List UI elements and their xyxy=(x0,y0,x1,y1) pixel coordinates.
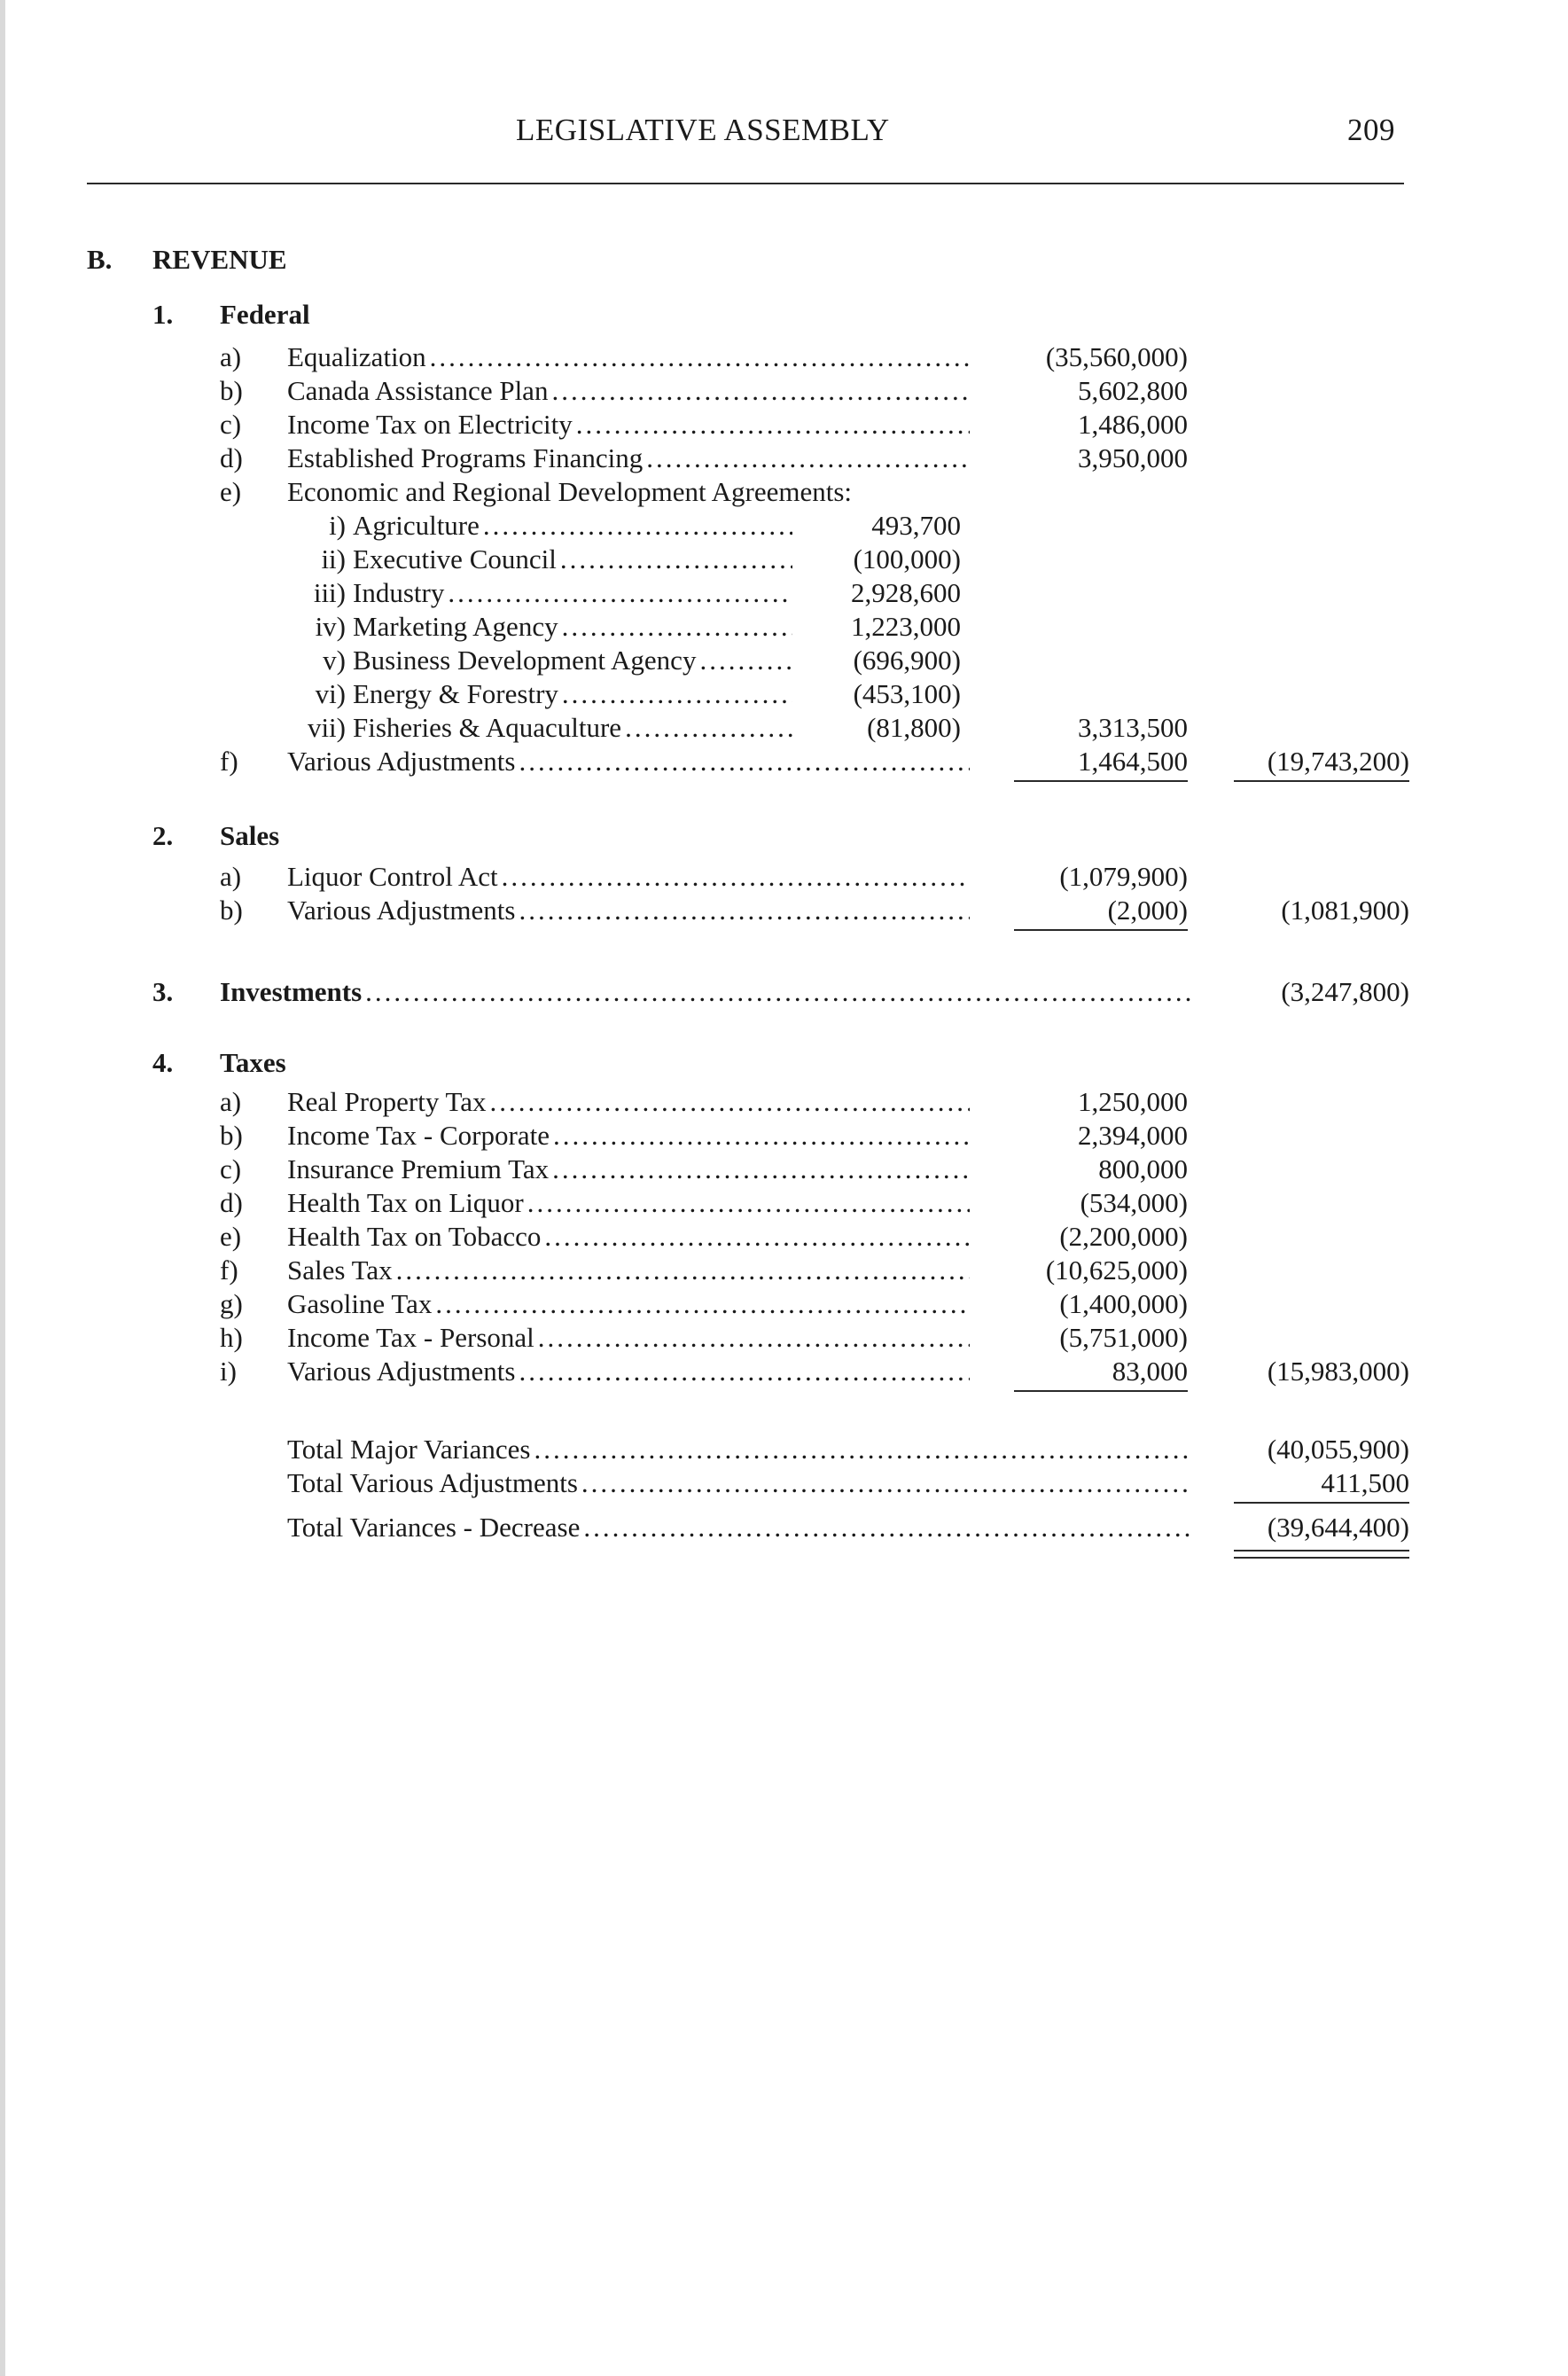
sales-total: (1,081,900) xyxy=(1281,895,1409,926)
subitem-label: Fisheries & Aquaculture ..... xyxy=(353,711,792,745)
subitem-amount: 493,700 xyxy=(871,510,961,541)
total-decrease-amount: (39,644,400) xyxy=(1267,1512,1409,1543)
item-label: Income Tax on Electricity ..... xyxy=(287,408,970,442)
item-amount: (1,079,900) xyxy=(1059,861,1188,892)
subitem-roman: vi) xyxy=(315,678,346,709)
subtotal-rule xyxy=(1014,780,1188,782)
item-letter: b) xyxy=(220,375,243,406)
subitem-roman: iii) xyxy=(313,577,346,608)
item-label: Gasoline Tax ..... xyxy=(287,1287,970,1321)
subitem-label: Business Development Agency ..... xyxy=(353,644,792,677)
item-label: Various Adjustments ..... xyxy=(287,894,970,927)
header-rule xyxy=(87,183,1404,184)
item-letter: b) xyxy=(220,1120,243,1151)
subitem-roman: i) xyxy=(329,510,346,541)
subtotal-rule xyxy=(1014,929,1188,931)
item-label: Insurance Premium Tax ..... xyxy=(287,1153,970,1186)
subitem-amount: (100,000) xyxy=(853,543,961,574)
item-label: Health Tax on Liquor ..... xyxy=(287,1186,970,1220)
item-label: Liquor Control Act ..... xyxy=(287,860,970,894)
subitem-label: Energy & Forestry ..... xyxy=(353,677,792,711)
subitem-roman: ii) xyxy=(321,543,346,574)
investments-total: (3,247,800) xyxy=(1281,976,1409,1007)
erda-total: 3,313,500 xyxy=(1078,712,1188,743)
total-major-label: Total Major Variances ..... xyxy=(287,1433,1191,1466)
item-label: Established Programs Financing ..... xyxy=(287,442,970,475)
double-rule-top xyxy=(1234,1550,1409,1551)
item-amount: 3,950,000 xyxy=(1078,442,1188,473)
item-letter: f) xyxy=(220,1254,238,1286)
item-amount: 1,464,500 xyxy=(1078,746,1188,777)
item-label: Income Tax - Corporate ..... xyxy=(287,1119,970,1153)
subitem-amount: (696,900) xyxy=(853,645,961,676)
taxes-total: (15,983,000) xyxy=(1267,1356,1409,1387)
section-title: REVENUE xyxy=(152,244,287,275)
subitem-roman: vii) xyxy=(307,712,346,743)
item-amount: 83,000 xyxy=(1112,1356,1188,1387)
item-amount: 800,000 xyxy=(1098,1153,1188,1184)
total-various-amount: 411,500 xyxy=(1321,1467,1409,1498)
sales-heading: Sales xyxy=(220,820,280,851)
item-amount: (534,000) xyxy=(1080,1187,1188,1218)
item-letter: i) xyxy=(220,1356,237,1387)
item-amount: (2,200,000) xyxy=(1059,1221,1188,1252)
subitem-label: Marketing Agency ..... xyxy=(353,610,792,644)
federal-number: 1. xyxy=(152,299,174,330)
item-letter: d) xyxy=(220,442,243,473)
item-amount: 1,486,000 xyxy=(1078,409,1188,440)
subitem-roman: v) xyxy=(323,645,346,676)
page-number: 209 xyxy=(1347,113,1395,147)
taxes-number: 4. xyxy=(152,1047,174,1078)
item-amount: (1,400,000) xyxy=(1059,1288,1188,1319)
item-letter: f) xyxy=(220,746,238,777)
sales-number: 2. xyxy=(152,820,174,851)
item-label: Real Property Tax ..... xyxy=(287,1085,970,1119)
item-letter: a) xyxy=(220,341,242,372)
double-rule-bottom xyxy=(1234,1557,1409,1559)
item-label: Canada Assistance Plan ..... xyxy=(287,374,970,408)
item-label: Various Adjustments ..... xyxy=(287,1355,970,1388)
item-label: Equalization ..... xyxy=(287,340,970,374)
taxes-heading: Taxes xyxy=(220,1047,286,1078)
item-amount: 5,602,800 xyxy=(1078,375,1188,406)
item-amount: 2,394,000 xyxy=(1078,1120,1188,1151)
item-label: Income Tax - Personal ..... xyxy=(287,1321,970,1355)
item-letter: g) xyxy=(220,1288,243,1319)
subitem-amount: 2,928,600 xyxy=(851,577,961,608)
subitem-roman: iv) xyxy=(315,611,346,642)
item-amount: (10,625,000) xyxy=(1045,1254,1188,1286)
item-letter: a) xyxy=(220,1086,242,1117)
investments-heading: Investments ..... xyxy=(220,975,1195,1009)
erda-heading: Economic and Regional Development Agreements: xyxy=(287,476,853,507)
item-letter: e) xyxy=(220,1221,242,1252)
item-letter: h) xyxy=(220,1322,243,1353)
investments-number: 3. xyxy=(152,976,174,1007)
item-amount: (5,751,000) xyxy=(1059,1322,1188,1353)
item-letter: c) xyxy=(220,409,242,440)
total-major-amount: (40,055,900) xyxy=(1267,1434,1409,1465)
total-various-label: Total Various Adjustments ..... xyxy=(287,1466,1191,1500)
item-letter: c) xyxy=(220,1153,242,1184)
subitem-label: Executive Council ..... xyxy=(353,543,792,576)
subitem-label: Agriculture ..... xyxy=(353,509,792,543)
item-letter: a) xyxy=(220,861,242,892)
total-rule xyxy=(1234,780,1409,782)
item-label: Various Adjustments ..... xyxy=(287,745,970,778)
total-rule xyxy=(1234,1502,1409,1504)
section-letter: B. xyxy=(87,244,113,275)
item-amount: (35,560,000) xyxy=(1045,341,1188,372)
subitem-amount: 1,223,000 xyxy=(851,611,961,642)
item-label: Health Tax on Tobacco ..... xyxy=(287,1220,970,1254)
page-edge-shadow xyxy=(0,0,5,2376)
item-letter: e) xyxy=(220,476,242,507)
item-amount: 1,250,000 xyxy=(1078,1086,1188,1117)
page-title: LEGISLATIVE ASSEMBLY xyxy=(516,113,890,147)
subitem-amount: (81,800) xyxy=(867,712,961,743)
item-letter: d) xyxy=(220,1187,243,1218)
federal-heading: Federal xyxy=(220,299,310,330)
subitem-label: Industry ..... xyxy=(353,576,792,610)
subitem-amount: (453,100) xyxy=(853,678,961,709)
total-decrease-label: Total Variances - Decrease ..... xyxy=(287,1511,1191,1544)
item-label: Sales Tax ..... xyxy=(287,1254,970,1287)
subtotal-rule xyxy=(1014,1390,1188,1392)
item-amount: (2,000) xyxy=(1107,895,1188,926)
federal-total: (19,743,200) xyxy=(1267,746,1409,777)
item-letter: b) xyxy=(220,895,243,926)
